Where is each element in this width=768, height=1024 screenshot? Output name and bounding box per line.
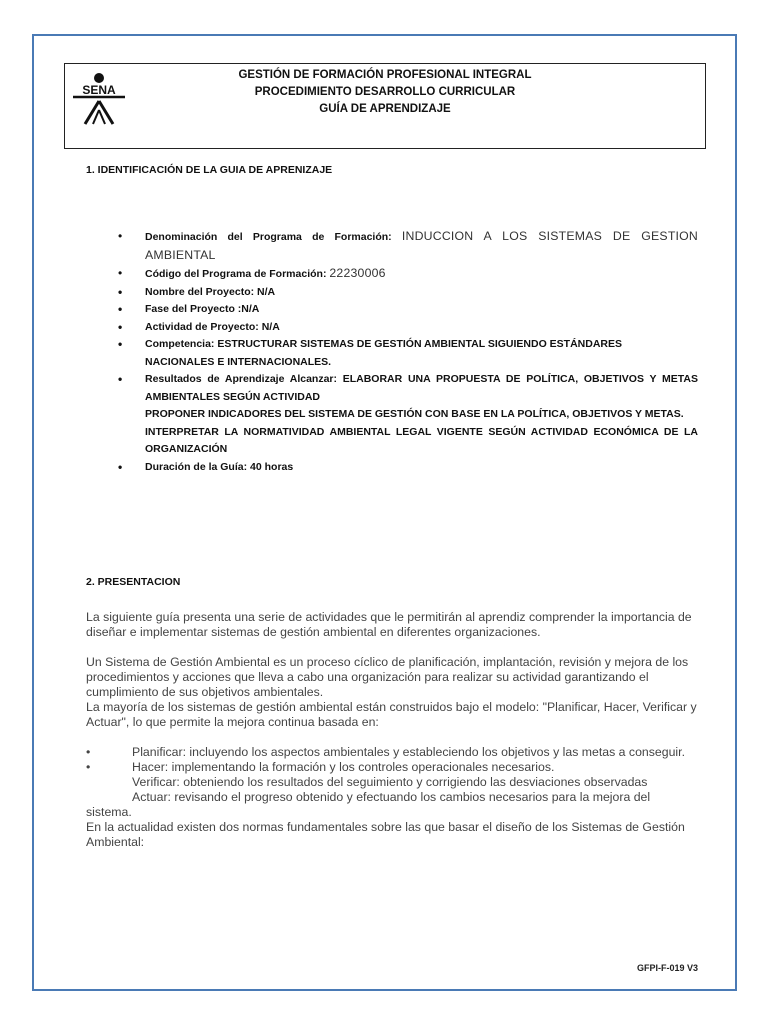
list-item-duracion: • Duración de la Guía: 40 horas [118, 459, 698, 477]
programa-label: Denominación del Programa de Formación: [145, 231, 392, 243]
pdca-item-hacer: • Hacer: implementando la formación y los controles operacionales necesarios. [86, 760, 555, 774]
pdca-list [86, 745, 698, 820]
codigo-label: Código del Programa de Formación: [145, 268, 327, 280]
pdca-item-verificar: Verificar: obteniendo los resultados del seguimiento y corrigiendo las desviaciones observadas [132, 775, 648, 789]
paragraph-4: En la actualidad existen dos normas fundamentales sobre las que basar el diseño de los Sistemas de Gestión Ambiental: [86, 820, 685, 849]
header-line-2: PROCEDIMIENTO DESARROLLO CURRICULAR [254, 86, 516, 98]
presentation-body [86, 610, 698, 850]
resultado-1: • Resultados de Aprendizaje Alcanzar: ELABORAR UNA PROPUESTA DE POLÍTICA, OBJETIVOS Y METAS AMBIENTALES SEGÚN ACTIVIDAD [145, 373, 698, 403]
list-item-actividad: • Actividad de Proyecto: N/A [118, 319, 698, 337]
section-2-title: 2. PRESENTACION [86, 576, 181, 588]
pdca-item-actuar: Actuar: revisando el progreso obtenido y efectuando los cambios necesarios para la mejora del sistema. [86, 790, 651, 819]
list-item-fase: • Fase del Proyecto :N/A [118, 301, 698, 319]
section-1-title: 1. IDENTIFICACIÓN DE LA GUIA DE APRENIZAJE [86, 164, 333, 176]
resultado-3: INTERPRETAR LA NORMATIVIDAD AMBIENTAL LEGAL VIGENTE SEGÚN ACTIVIDAD ECONÓMICA DE LA ORGANIZACIÓN [145, 425, 698, 455]
list-item-programa [118, 228, 698, 265]
document-header [64, 63, 706, 149]
header-line-1: GESTIÓN DE FORMACIÓN PROFESIONAL INTEGRAL [238, 69, 532, 81]
list-item-competencia: • Competencia: ESTRUCTURAR SISTEMAS DE GESTIÓN AMBIENTAL SIGUIENDO ESTÁNDARES NACIONALES E INTERNACIONALES. [118, 336, 698, 371]
programa-value: INDUCCION A LOS SISTEMAS DE GESTION AMBIENTAL [145, 229, 699, 262]
header-title [65, 67, 705, 118]
list-marker: • [86, 760, 91, 774]
paragraph-3: La mayoría de los sistemas de gestión ambiental están construidos bajo el modelo: "Planificar, Hacer, Verificar y Actuar", lo que permite la mejora continua basada en: [86, 700, 697, 729]
paragraph-2: Un Sistema de Gestión Ambiental es un proceso cíclico de planificación, implantación, revisión y mejora de los procedimientos y acciones que lleva a cabo una organización para realizar su actividad garantizando el cumplimiento de sus objetivos ambientales. [86, 655, 689, 699]
paragraph-1: La siguiente guía presenta una serie de actividades que le permitirán al aprendiz comprender la importancia de diseñar e implementar sistemas de gestión ambiental en diferentes organizaciones. [86, 610, 692, 639]
resultado-2: PROPONER INDICADORES DEL SISTEMA DE GESTIÓN CON BASE EN LA POLÍTICA, OBJETIVOS Y METAS. [145, 408, 684, 420]
list-item-proyecto: • Nombre del Proyecto: N/A [118, 284, 698, 302]
svg-text:SENA: SENA [82, 83, 116, 97]
codigo-value: 22230006 [329, 266, 386, 280]
pdca-item-planificar: • Planificar: incluyendo los aspectos ambientales y estableciendo los objetivos y las metas a conseguir. [86, 745, 685, 759]
header-line-3: GUÍA DE APRENDIZAJE [319, 103, 451, 115]
list-marker: • [86, 745, 91, 759]
list-item-codigo [118, 265, 698, 284]
form-code: GFPI-F-019 V3 [636, 963, 698, 973]
identification-list [118, 228, 698, 476]
list-item-resultados [118, 371, 698, 459]
